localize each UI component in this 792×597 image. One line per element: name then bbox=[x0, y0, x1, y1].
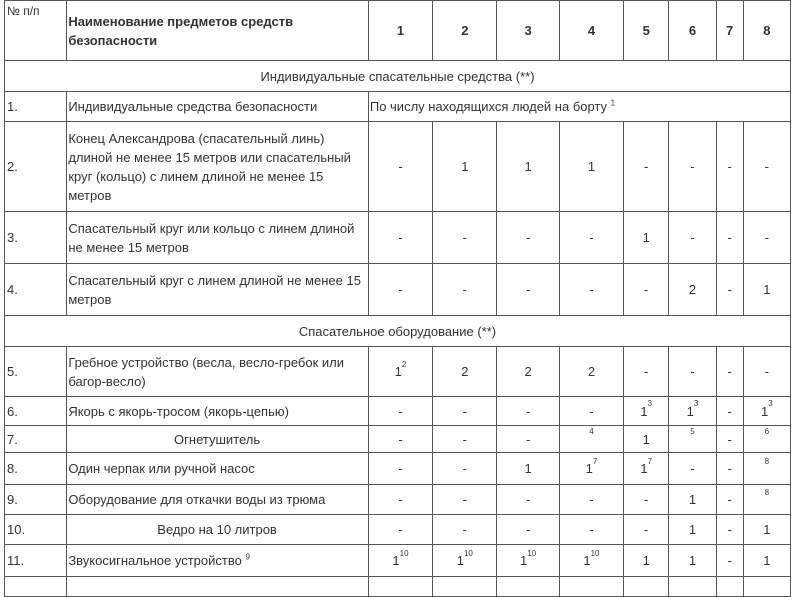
value-cell-col-5 bbox=[624, 347, 669, 397]
row-name-text: Звукосигнальное устройство bbox=[68, 553, 242, 568]
value-text: 1 bbox=[587, 159, 596, 174]
row-name: Спасательный круг или кольцо с линем длиной не менее 15 метров bbox=[67, 212, 369, 264]
value-cell-col-7 bbox=[716, 397, 743, 426]
value-text: - bbox=[589, 403, 594, 419]
value-cell-col-2 bbox=[433, 545, 497, 577]
value-cell-col-1 bbox=[368, 453, 432, 485]
value-text: - bbox=[727, 492, 732, 507]
header-col-3: 3 bbox=[497, 1, 559, 61]
header-col-8: 8 bbox=[743, 1, 790, 61]
row-name: Якорь с якорь-тросом (якорь-цепью) bbox=[67, 397, 369, 426]
value-cell-col-3 bbox=[497, 264, 559, 316]
value-cell-col-1 bbox=[368, 347, 432, 397]
value-text: - bbox=[398, 461, 403, 476]
value-cell-col-2 bbox=[433, 485, 497, 515]
value-cell-col-8 bbox=[743, 515, 790, 545]
value-cell-col-3 bbox=[497, 485, 559, 515]
value-cell-col-8 bbox=[743, 122, 790, 212]
value-cell-col-2 bbox=[433, 122, 497, 212]
value-text: - bbox=[398, 230, 403, 245]
row-num: 7. bbox=[5, 426, 67, 453]
header-num: № п/п bbox=[5, 1, 67, 61]
value-cell-col-6 bbox=[669, 545, 716, 577]
row-name: Гребное устройство (весла, весло-гребок или багор-весло) bbox=[67, 347, 369, 397]
value-cell-col-7 bbox=[716, 453, 743, 485]
value-text: - bbox=[727, 364, 732, 379]
value-cell-col-2 bbox=[433, 264, 497, 316]
value-text: - bbox=[644, 364, 649, 379]
section-row bbox=[5, 61, 791, 92]
value-text: - bbox=[764, 230, 769, 245]
table-header-row bbox=[5, 1, 791, 61]
value-cell-col-2 bbox=[433, 453, 497, 485]
footnote-sup: 4 bbox=[589, 427, 594, 437]
footnote-sup: 10 bbox=[399, 548, 409, 558]
value-cell-col-1 bbox=[368, 426, 432, 453]
value-text: - bbox=[462, 492, 467, 507]
value-text: - bbox=[727, 230, 732, 245]
row-num: 11. bbox=[5, 545, 67, 577]
row-num: 4. bbox=[5, 264, 67, 316]
value-cell-col-5 bbox=[624, 122, 669, 212]
value-cell-col-6 bbox=[669, 264, 716, 316]
value-text: 1 bbox=[763, 553, 771, 568]
value-cell-col-6 bbox=[669, 347, 716, 397]
span-text: По числу находящихся людей на борту bbox=[369, 99, 608, 114]
value-cell-col-7 bbox=[716, 122, 743, 212]
row-name bbox=[67, 545, 369, 577]
value-cell-col-8 bbox=[743, 545, 790, 577]
value-text: - bbox=[644, 522, 649, 537]
value-text: - bbox=[462, 431, 467, 447]
value-cell-col-4 bbox=[559, 485, 623, 515]
value-cell-col-5 bbox=[624, 397, 669, 426]
table-row bbox=[5, 92, 791, 122]
value-text: - bbox=[644, 282, 649, 297]
value-text: - bbox=[589, 522, 594, 537]
value-text: - bbox=[764, 364, 769, 379]
value-cell-col-4 bbox=[559, 426, 623, 453]
header-col-5: 5 bbox=[624, 1, 669, 61]
value-cell-col-1 bbox=[368, 515, 432, 545]
value-cell-col-1 bbox=[368, 397, 432, 426]
table-row bbox=[5, 453, 791, 485]
value-text: - bbox=[764, 159, 769, 174]
value-cell-col-3 bbox=[497, 453, 559, 485]
row-name: Индивидуальные средства безопасности bbox=[67, 92, 369, 122]
value-text: 1 bbox=[688, 553, 697, 568]
header-col-7: 7 bbox=[716, 1, 743, 61]
value-cell-col-2 bbox=[433, 515, 497, 545]
footnote-sup: 8 bbox=[764, 456, 770, 466]
footnote-sup: 3 bbox=[647, 399, 653, 409]
value-cell-col-6 bbox=[669, 212, 716, 264]
footnote-sup: 3 bbox=[693, 399, 699, 409]
value-cell-col-1 bbox=[368, 264, 432, 316]
value-text: - bbox=[727, 159, 732, 174]
footnote-sup: 5 bbox=[690, 427, 695, 437]
row-name: Огнетушитель bbox=[67, 426, 369, 453]
table-row bbox=[5, 515, 791, 545]
table-row bbox=[5, 347, 791, 397]
table-row bbox=[5, 397, 791, 426]
row-num: 6. bbox=[5, 397, 67, 426]
table-row bbox=[5, 426, 791, 453]
value-text: 1 bbox=[456, 553, 464, 568]
value-text: - bbox=[462, 230, 467, 245]
value-cell-col-6 bbox=[669, 426, 716, 453]
value-cell-col-5 bbox=[624, 515, 669, 545]
value-cell-col-7 bbox=[716, 426, 743, 453]
value-text: - bbox=[727, 522, 732, 537]
value-text: 2 bbox=[524, 364, 532, 379]
value-text: - bbox=[398, 282, 403, 297]
value-cell-col-4 bbox=[559, 515, 623, 545]
value-text: 1 bbox=[642, 431, 650, 447]
value-text: - bbox=[398, 431, 403, 447]
value-cell-col-3 bbox=[497, 122, 559, 212]
value-cell-col-4 bbox=[559, 347, 623, 397]
footnote-sup: 10 bbox=[590, 548, 600, 558]
value-text: 1 bbox=[394, 364, 402, 379]
row-num: 10. bbox=[5, 515, 67, 545]
value-text: - bbox=[727, 282, 732, 297]
value-text: - bbox=[690, 230, 695, 245]
table-row bbox=[5, 485, 791, 515]
value-text: - bbox=[462, 403, 467, 419]
section-equipment: Спасательное оборудование (**) bbox=[5, 316, 791, 347]
value-cell-col-1 bbox=[368, 485, 432, 515]
row-num: 1. bbox=[5, 92, 67, 122]
row-name: Один черпак или ручной насос bbox=[67, 453, 369, 485]
value-cell-col-7 bbox=[716, 347, 743, 397]
value-text: - bbox=[690, 159, 695, 174]
value-cell-col-5 bbox=[624, 264, 669, 316]
table-row bbox=[5, 122, 791, 212]
value-text: - bbox=[525, 431, 531, 447]
value-text: - bbox=[589, 282, 594, 297]
value-cell-col-6 bbox=[669, 397, 716, 426]
value-cell-col-3 bbox=[497, 347, 559, 397]
value-cell-col-8 bbox=[743, 485, 790, 515]
header-col-6: 6 bbox=[669, 1, 716, 61]
value-cell-col-1 bbox=[368, 122, 432, 212]
value-cell-col-3 bbox=[497, 397, 559, 426]
value-cell-col-8 bbox=[743, 453, 790, 485]
value-cell-col-2 bbox=[433, 426, 497, 453]
value-cell-col-2 bbox=[433, 347, 497, 397]
value-cell-col-8 bbox=[743, 264, 790, 316]
footnote-sup: 10 bbox=[463, 548, 473, 558]
value-text: - bbox=[644, 492, 649, 507]
section-individual: Индивидуальные спасательные средства (**) bbox=[5, 61, 791, 92]
value-cell-col-6 bbox=[669, 485, 716, 515]
value-cell-col-5 bbox=[624, 545, 669, 577]
value-text: - bbox=[690, 364, 695, 379]
value-cell-col-8 bbox=[743, 212, 790, 264]
footnote-sup: 9 bbox=[245, 552, 250, 562]
value-text: - bbox=[525, 282, 531, 297]
value-text: 2 bbox=[688, 282, 697, 297]
value-cell-col-5 bbox=[624, 426, 669, 453]
value-cell-col-3 bbox=[497, 426, 559, 453]
value-text: - bbox=[462, 461, 467, 476]
footnote-sup: 2 bbox=[401, 359, 407, 369]
value-text: 1 bbox=[642, 553, 650, 568]
value-text: 1 bbox=[461, 159, 469, 174]
footnote-sup: 6 bbox=[764, 427, 770, 437]
value-cell-col-8 bbox=[743, 426, 790, 453]
value-text: 2 bbox=[461, 364, 469, 379]
value-cell-col-8 bbox=[743, 347, 790, 397]
value-cell-col-1 bbox=[368, 545, 432, 577]
section-row bbox=[5, 316, 791, 347]
value-text: 1 bbox=[640, 461, 648, 476]
value-text: 1 bbox=[640, 403, 648, 419]
value-text: 1 bbox=[642, 230, 650, 245]
value-text: 1 bbox=[763, 282, 771, 297]
value-cell-col-4 bbox=[559, 397, 623, 426]
value-cell-col-3 bbox=[497, 212, 559, 264]
row-num: 5. bbox=[5, 347, 67, 397]
value-text: 1 bbox=[585, 461, 593, 476]
footnote-sup: 7 bbox=[647, 456, 653, 466]
value-text: 1 bbox=[760, 403, 769, 419]
value-cell-col-6 bbox=[669, 122, 716, 212]
footnote-sup: 3 bbox=[768, 399, 773, 409]
value-text: - bbox=[398, 159, 403, 174]
footnote-sup: 1 bbox=[610, 98, 616, 108]
table-row bbox=[5, 545, 791, 577]
value-text: - bbox=[398, 492, 403, 507]
row-name: Оборудование для откачки воды из трюма bbox=[67, 485, 369, 515]
table-row bbox=[5, 264, 791, 316]
value-text: - bbox=[690, 461, 695, 476]
value-text: 1 bbox=[583, 553, 591, 568]
value-text: - bbox=[727, 403, 732, 419]
value-text: - bbox=[525, 230, 531, 245]
value-cell-col-4 bbox=[559, 122, 623, 212]
header-name: Наименование предметов средств безопасности bbox=[67, 1, 369, 61]
value-cell-col-7 bbox=[716, 264, 743, 316]
value-text: 1 bbox=[686, 403, 694, 419]
value-cell-col-7 bbox=[716, 212, 743, 264]
header-col-2: 2 bbox=[433, 1, 497, 61]
value-text: - bbox=[462, 282, 467, 297]
value-text: 1 bbox=[520, 553, 528, 568]
value-text: - bbox=[644, 159, 649, 174]
value-cell-col-4 bbox=[559, 264, 623, 316]
footnote-sup: 7 bbox=[592, 456, 598, 466]
value-text: 1 bbox=[524, 159, 532, 174]
value-cell-col-4 bbox=[559, 453, 623, 485]
value-text: - bbox=[462, 522, 467, 537]
value-cell-col-8 bbox=[743, 397, 790, 426]
row-num: 2. bbox=[5, 122, 67, 212]
value-cell-col-5 bbox=[624, 453, 669, 485]
value-cell-col-4 bbox=[559, 212, 623, 264]
value-cell-col-3 bbox=[497, 545, 559, 577]
row-name: Конец Александрова (спасательный линь) длиной не менее 15 метров или спасательный круг (кольцо) с линем длиной не менее 15 метров bbox=[67, 122, 369, 212]
value-text: 1 bbox=[688, 492, 697, 507]
value-cell-col-3 bbox=[497, 515, 559, 545]
value-text: - bbox=[398, 403, 403, 419]
safety-equipment-table bbox=[4, 0, 791, 597]
value-text: - bbox=[589, 230, 594, 245]
value-cell-col-5 bbox=[624, 485, 669, 515]
table-row bbox=[5, 212, 791, 264]
value-cell-col-2 bbox=[433, 397, 497, 426]
value-text: - bbox=[727, 461, 732, 476]
value-text: - bbox=[525, 403, 531, 419]
value-cell-col-7 bbox=[716, 545, 743, 577]
value-text: - bbox=[525, 492, 531, 507]
value-text: 2 bbox=[587, 364, 596, 379]
value-text: 1 bbox=[392, 553, 400, 568]
value-text: - bbox=[525, 522, 531, 537]
value-cell-col-1 bbox=[368, 212, 432, 264]
value-text: 1 bbox=[763, 522, 771, 537]
row-num: 9. bbox=[5, 485, 67, 515]
value-cell-col-2 bbox=[433, 212, 497, 264]
value-text: 1 bbox=[688, 522, 697, 537]
header-col-1: 1 bbox=[368, 1, 432, 61]
value-text: - bbox=[398, 522, 403, 537]
value-cell-col-4 bbox=[559, 545, 623, 577]
row-name: Спасательный круг с линем длиной не менее 15 метров bbox=[67, 264, 369, 316]
value-text: - bbox=[727, 431, 732, 447]
value-text: 1 bbox=[524, 461, 532, 476]
row-span-text bbox=[368, 92, 790, 122]
row-num: 3. bbox=[5, 212, 67, 264]
value-text: - bbox=[727, 553, 732, 568]
value-cell-col-6 bbox=[669, 453, 716, 485]
header-col-4: 4 bbox=[559, 1, 623, 61]
row-num: 8. bbox=[5, 453, 67, 485]
value-cell-col-7 bbox=[716, 515, 743, 545]
footnote-sup: 8 bbox=[764, 487, 770, 497]
row-name: Ведро на 10 литров bbox=[67, 515, 369, 545]
footnote-sup: 10 bbox=[527, 548, 537, 558]
value-cell-col-6 bbox=[669, 515, 716, 545]
value-text: - bbox=[589, 492, 594, 507]
value-cell-col-5 bbox=[624, 212, 669, 264]
value-cell-col-7 bbox=[716, 485, 743, 515]
